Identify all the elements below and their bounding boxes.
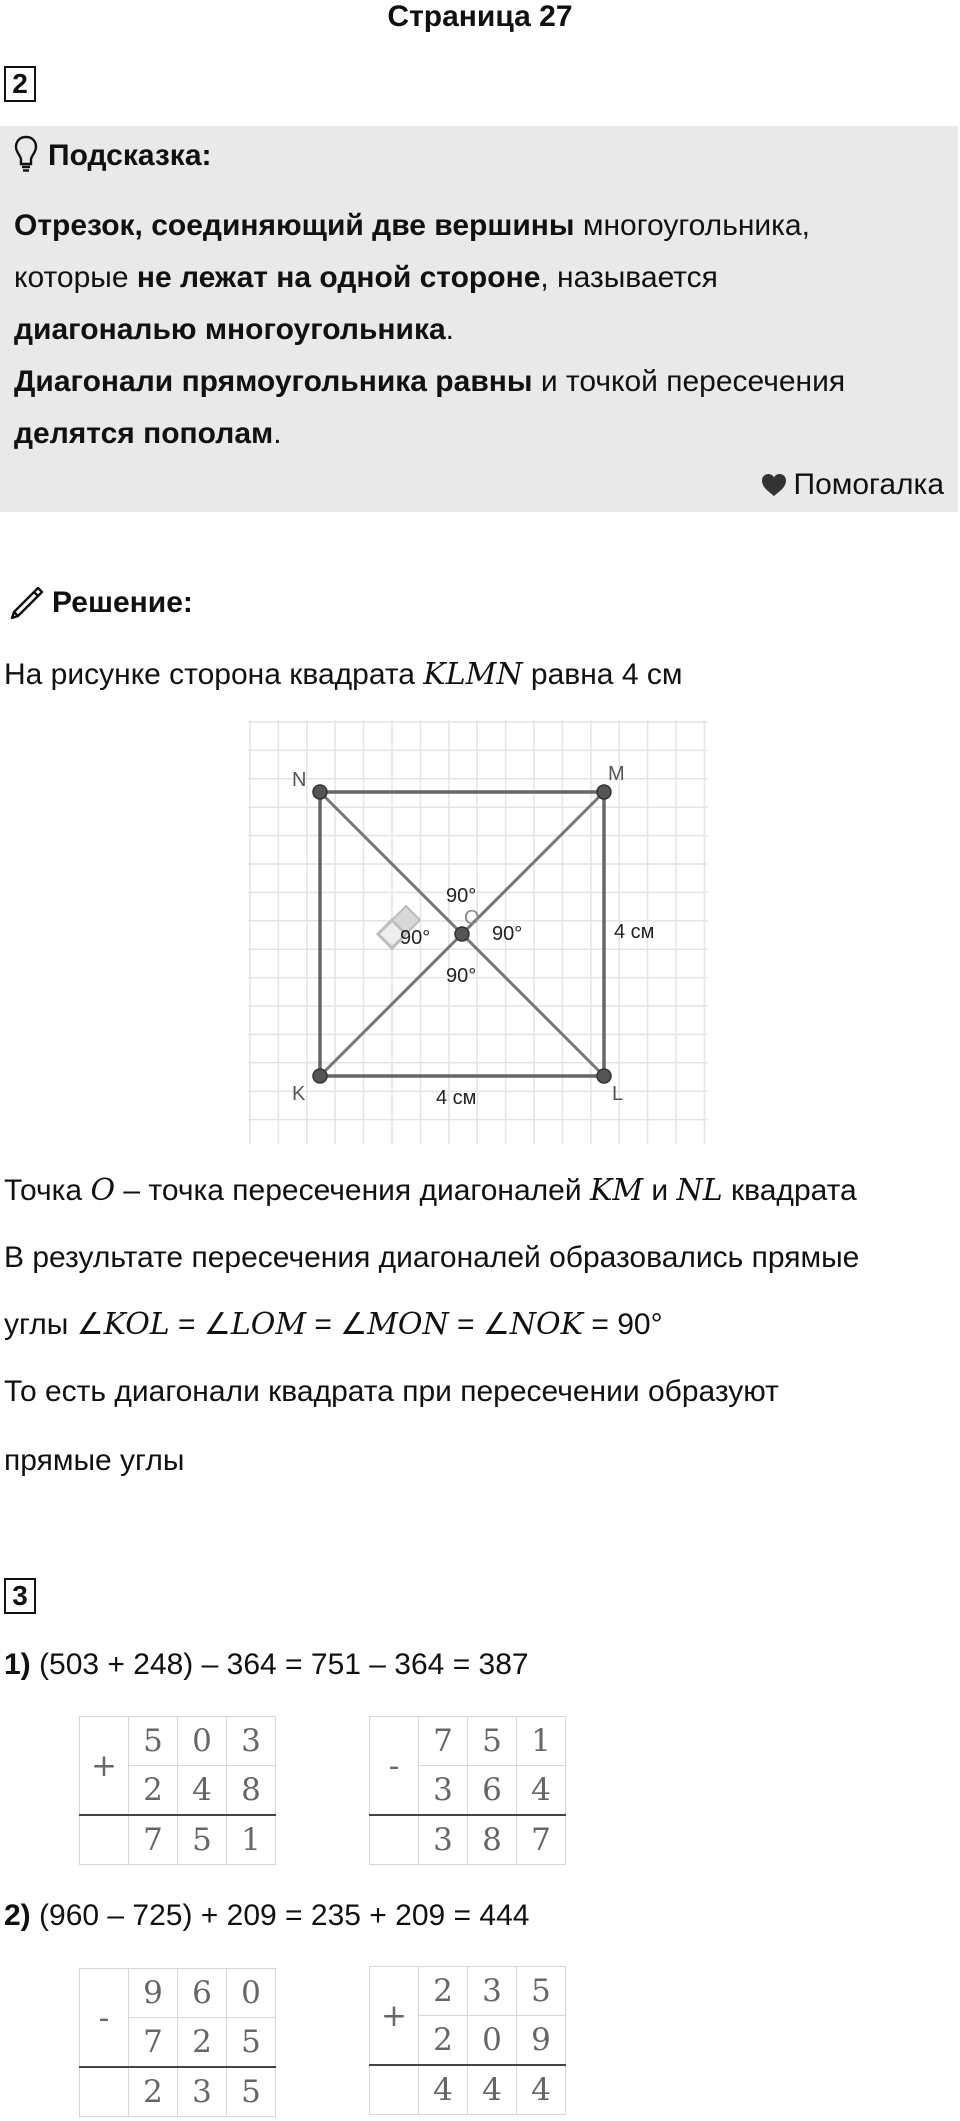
page-title: Страница 27	[387, 0, 573, 33]
task3-item-1: 1) (503 + 248) – 364 = 751 – 364 = 387	[4, 1648, 529, 1681]
angle-label-top: 90°	[446, 885, 477, 907]
vertex-o	[455, 927, 469, 941]
task3-item-2: 2) (960 – 725) + 209 = 235 + 209 = 444	[4, 1899, 530, 1932]
hint-title: Подсказка:	[48, 139, 212, 172]
label-k: K	[292, 1083, 306, 1105]
solution-line-1: Точка O – точка пересечения диагоналей KM и NL квадрата	[4, 1173, 857, 1208]
heart-icon	[760, 472, 788, 498]
hint-box	[0, 126, 958, 512]
credit-label	[760, 468, 945, 502]
credit-text: Помогалка	[793, 468, 944, 501]
vertex-m	[597, 785, 611, 799]
solution-line-2: В результате пересечения диагоналей образовались прямые	[4, 1241, 860, 1274]
solution-line-4: То есть диагонали квадрата при пересечении образуют	[4, 1375, 779, 1408]
column-calc-1: + 5 0 3 2 4 8 7 5 1	[79, 1716, 276, 1865]
column-calc-4: + 2 3 5 2 0 9 4 4 4	[369, 1966, 566, 2115]
label-o: O	[464, 907, 480, 929]
side-label-right: 4 см	[614, 921, 655, 943]
hint-text: Отрезок, соединяющий две вершины многоугольника, которые не лежат на одной стороне, называется диагональю многоугольника. Диагонали прямоугольника равны и точкой пересечения делятся пополам.	[14, 209, 846, 450]
label-l: L	[612, 1083, 624, 1105]
solution-line-3: углы ∠KOL = ∠LOM = ∠MON = ∠NOK = 90°	[4, 1307, 663, 1342]
hint-header	[14, 136, 212, 176]
pencil-icon	[6, 580, 46, 625]
solution-intro: На рисунке сторона квадрата KLMN равна 4 см	[4, 657, 683, 692]
vertex-n	[313, 785, 327, 799]
solution-header	[6, 580, 193, 625]
label-n: N	[292, 769, 307, 791]
task-number-3: 3	[4, 1578, 36, 1614]
column-calc-2: - 7 5 1 3 6 4 3 8 7	[369, 1716, 566, 1865]
solution-line-5: прямые углы	[4, 1444, 185, 1477]
angle-label-bottom: 90°	[446, 965, 477, 987]
angle-label-right: 90°	[492, 923, 523, 945]
vertex-l	[597, 1069, 611, 1083]
angle-label-left: 90°	[400, 927, 431, 949]
vertex-k	[313, 1069, 327, 1083]
side-label-bottom: 4 см	[436, 1087, 477, 1109]
square-figure	[248, 720, 710, 1151]
label-m: M	[608, 763, 625, 785]
column-calc-3: - 9 6 0 7 2 5 2 3 5	[79, 1968, 276, 2117]
task-number-2: 2	[4, 66, 36, 102]
solution-title: Решение:	[52, 585, 193, 619]
lightbulb-icon	[14, 135, 38, 178]
